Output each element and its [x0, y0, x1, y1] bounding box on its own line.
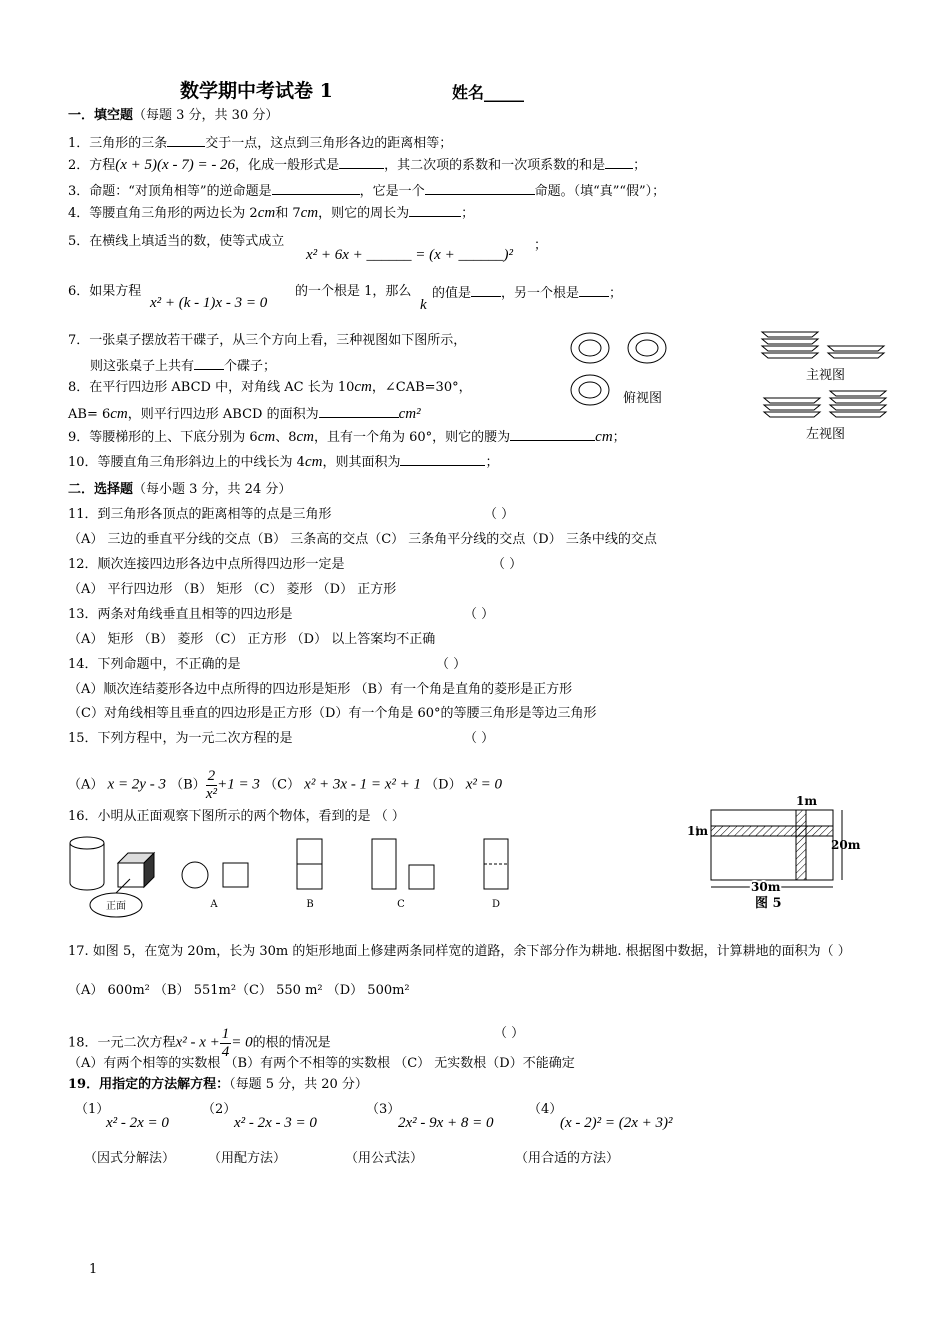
q18-options: （A）有两个相等的实数根 （B）有两个不相等的实数根 （C） 无实数根（D）不能确定 [68, 1056, 575, 1071]
plate-stack-front-left [762, 332, 818, 358]
q8-line-2 [68, 405, 421, 423]
q15-option-c-label: （C） [264, 777, 301, 793]
width-label: 30m [751, 880, 781, 894]
q6-rest [295, 284, 411, 300]
q6-equation: x² + (k - 1)x - 3 = 0 [150, 295, 268, 311]
option-d-label: D [491, 899, 501, 910]
q8-unit-2: cm [110, 406, 128, 422]
q14-options-1: （A）顺次连结菱形各边中点所得的四边形是矩形 （B）有一个角是直角的菱形是正方形 [68, 682, 573, 697]
q6-text-e: ； [609, 286, 623, 301]
q13-answer-paren[interactable]: （ ） [464, 607, 495, 622]
q15-option-b-rest: +1 = 3 [217, 776, 260, 793]
q2-text-d: ； [633, 158, 647, 173]
q10-text-c: ； [485, 455, 499, 470]
q19-item-1-equation: x² - 2x = 0 [106, 1115, 169, 1131]
q4-text-a: 4．等腰直角三角形的两边长为 2 [68, 206, 258, 221]
q11-stem: 11．到三角形各顶点的距离相等的点是三角形 [68, 507, 332, 522]
q12-options: （A） 平行四边形 （B） 矩形 （C） 菱形 （D） 正方形 [68, 582, 397, 597]
figure-5-caption: 图 5 [755, 896, 782, 911]
q8-line-1 [68, 378, 472, 396]
q10-unit: cm [304, 454, 323, 470]
plate-circle [571, 375, 609, 405]
q4-text-d: ； [461, 206, 475, 221]
q1-text-b: 交于一点，这点到三角形各边的距离相等； [205, 136, 453, 151]
option-b-figure [297, 839, 322, 889]
q18-numerator: 1 [221, 1026, 230, 1042]
section-1-heading: 一．填空题 [68, 108, 134, 123]
q2-text-a: 2．方程 [68, 158, 116, 173]
top-view-label: 俯视图 [623, 391, 663, 406]
q8-text-c: AB= 6 [68, 407, 111, 422]
q19-item-1-label: （1） [75, 1102, 110, 1117]
q14-answer-paren[interactable]: （ ） [436, 657, 467, 672]
section-1-note: （每题 3 分，共 30 分） [133, 108, 279, 123]
section-3-heading: 19．用指定的方法解方程： [68, 1077, 230, 1092]
q18-eq-part-2: = 0 [231, 1034, 253, 1051]
q18-answer-paren[interactable]: （ ） [494, 1026, 525, 1041]
road-width-left-label: 1m [687, 824, 709, 838]
option-b-label: B [306, 899, 314, 910]
front-label: 正面 [106, 901, 126, 912]
q16-answer-paren[interactable]: （ ） [374, 809, 405, 824]
q18-denominator: 4 [221, 1043, 230, 1060]
q14-options-2: （C）对角线相等且垂直的四边形是正方形（D）有一个角是 60°的等腰三角形是等边三角形 [68, 706, 597, 721]
q15-b-numerator: 2 [207, 768, 216, 784]
q8-area-unit: cm² [398, 406, 421, 422]
q6-k: k [420, 297, 427, 313]
q2-blank-1[interactable] [339, 156, 384, 169]
question-6-text [68, 284, 141, 300]
q8-text-b: ，∠CAB=30°， [371, 380, 472, 395]
q1-text-a: 1．三角形的三条 [68, 136, 168, 151]
q15-option-b-label: （B） [170, 777, 206, 793]
q8-text-a: 8．在平行四边形 ABCD 中，对角线 AC 长为 10 [68, 380, 355, 395]
q15-option-a-eq: x = 2y - 3 [107, 776, 166, 793]
plate-circle [571, 333, 609, 363]
q15-option-c-eq: x² + 3x - 1 = x² + 1 [304, 776, 421, 793]
q2-text-b: ，化成一般形式是 [235, 158, 340, 173]
q15-option-a-label: （A） [68, 777, 104, 793]
q6-blank-2[interactable] [579, 284, 609, 297]
q9-blank[interactable] [510, 428, 595, 441]
q7-text-b: 则这张桌子上共有 [90, 359, 195, 374]
q17-stem: 17. 如图 5，在宽为 20m，长为 30m 的矩形地面上修建两条同样宽的道路，余下部分作为耕地. 根据图中数据，计算耕地的面积为（ ） [68, 944, 851, 959]
q6-text-b: 的一个根是 1，那么 [295, 284, 412, 299]
page-title: 数学期中考试卷 1 [180, 80, 333, 102]
q8-unit: cm [354, 379, 372, 395]
q11-options: （A） 三边的垂直平分线的交点（B） 三条高的交点（C） 三条角平分线的交点（D） 三条中线的交点 [68, 532, 657, 547]
question-18 [68, 1026, 331, 1060]
q19-item-3-label: （3） [366, 1102, 401, 1117]
q19-item-2-equation: x² - 2x - 3 = 0 [234, 1115, 317, 1131]
q18-eq-part-1: x² - x + [175, 1034, 220, 1051]
page-number: 1 [89, 1262, 98, 1277]
q4-unit-1: cm [257, 205, 276, 221]
q13-stem: 13．两条对角线垂直且相等的四边形是 [68, 607, 293, 622]
section-3-note: （每题 5 分，共 20 分） [229, 1077, 368, 1092]
plate-stack-left-left [764, 398, 820, 417]
q18-fraction [220, 1026, 232, 1060]
q16-text: 16．小明从正面观察下图所示的两个物体，看到的是 [68, 809, 371, 824]
option-d-figure [484, 839, 508, 889]
q6-blank-1[interactable] [471, 284, 501, 297]
q19-item-4-label: （4） [528, 1102, 563, 1117]
q19-item-2-label: （2） [202, 1102, 237, 1117]
figure-5-field [685, 793, 870, 918]
name-field-label: 姓名_____ [452, 83, 525, 102]
q9-text-d: ； [612, 430, 626, 445]
question-4 [68, 204, 474, 222]
vertical-road [796, 810, 806, 880]
q7-line-1: 7．一张桌子摆放若干碟子，从三个方向上看，三种视图如下图所示， [68, 333, 467, 348]
q2-blank-2[interactable] [605, 156, 633, 169]
q9-unit-2: cm [296, 429, 314, 445]
q4-blank[interactable] [409, 204, 461, 217]
q1-blank[interactable] [167, 134, 205, 147]
q10-blank[interactable] [400, 453, 485, 466]
q3-blank-1[interactable] [272, 182, 360, 195]
q6-text-d: ，另一个根是 [501, 286, 580, 301]
q16-figures [66, 835, 536, 920]
q19-item-2-method: （用配方法） [208, 1151, 287, 1166]
height-label: 20m [831, 838, 861, 852]
q17-options: （A） 600m² （B） 551m²（C） 550 m² （D） 500m² [68, 983, 410, 998]
plate-stack-front-right [828, 346, 884, 358]
q15-answer-paren[interactable]: （ ） [464, 731, 495, 746]
q3-blank-2[interactable] [425, 182, 535, 195]
q5-equation: x² + 6x + ______ = (x + ______)² [306, 247, 513, 263]
option-c-figure [372, 839, 434, 889]
section-2-header [68, 482, 291, 498]
q8-text-d: ，则平行四边形 ABCD 的面积为 [127, 407, 319, 422]
q9-text-a: 9．等腰梯形的上、下底分别为 6 [68, 430, 258, 445]
section-3-header [68, 1077, 368, 1093]
cylinder-object [70, 837, 104, 890]
q13-options: （A） 矩形 （B） 菱形 （C） 正方形 （D） 以上答案均不正确 [68, 632, 436, 647]
q18-text-b: 的根的情况是 [252, 1035, 331, 1051]
q12-stem: 12．顺次连接四边形各边中点所得四边形一定是 [68, 557, 345, 572]
q19-item-3-method: （用公式法） [345, 1151, 424, 1166]
q3-text-b: ，它是一个 [359, 184, 425, 199]
question-2 [68, 156, 646, 174]
q19-item-4-method: （用合适的方法） [515, 1151, 620, 1166]
q7-text-c: 个碟子； [224, 359, 277, 374]
q15-stem: 15．下列方程中，为一元二次方程的是 [68, 731, 293, 746]
field-rectangle [711, 810, 833, 880]
q9-text-c: ，且有一个角为 60°，则它的腰为 [313, 430, 511, 445]
option-a-figure [182, 862, 248, 888]
question-9 [68, 428, 626, 446]
q19-item-3-equation: 2x² - 9x + 8 = 0 [398, 1115, 494, 1131]
q15-option-d-label: （D） [425, 777, 462, 793]
q9-unit-1: cm [257, 429, 276, 445]
q7-line-2 [90, 357, 276, 375]
q18-text-a: 18．一元二次方程 [68, 1035, 176, 1051]
q15-option-b-fraction [206, 768, 218, 802]
cube-object [118, 853, 154, 887]
q2-text-c: ，其二次项的系数和一次项系数的和是 [384, 158, 606, 173]
section-2-heading: 二．选择题 [68, 482, 134, 497]
q7-blank[interactable] [194, 357, 224, 370]
q19-item-4-equation: (x - 2)² = (2x + 3)² [560, 1115, 673, 1131]
q5-end: ； [534, 238, 548, 253]
plate-stack-left-right [830, 391, 886, 417]
horizontal-road [711, 826, 833, 836]
left-view-label: 左视图 [806, 427, 846, 442]
q3-text-a: 3．命题：“对顶角相等”的逆命题是 [68, 184, 272, 199]
q6-rest-2 [432, 284, 622, 302]
section-2-note: （每小题 3 分，共 24 分） [133, 482, 292, 497]
q15-b-denominator: x² [205, 785, 217, 802]
q15-option-d-eq: x² = 0 [465, 776, 502, 793]
q8-blank[interactable] [319, 405, 399, 418]
question-1 [68, 134, 452, 152]
q6-text-c: 的值是 [432, 286, 472, 301]
question-5-text [68, 234, 284, 250]
q4-unit-2: cm [300, 205, 319, 221]
q9-unit-3: cm [595, 429, 613, 445]
q9-text-b: 、8 [275, 430, 297, 445]
q16-stem [68, 809, 405, 825]
q12-answer-paren[interactable]: （ ） [492, 557, 523, 572]
question-10 [68, 453, 498, 471]
q5-text-a: 5．在横线上填适当的数，使等式成立 [68, 234, 285, 249]
q10-text-b: ，则其面积为 [322, 455, 401, 470]
q15-options [68, 768, 502, 802]
option-c-label: C [397, 899, 405, 910]
front-view-label: 主视图 [806, 368, 846, 383]
q3-text-c: 命题。（填“真”“假”）； [534, 184, 666, 199]
road-width-top-label: 1m [796, 794, 818, 808]
q14-stem: 14．下列命题中，不正确的是 [68, 657, 241, 672]
q2-equation: (x + 5)(x - 7) = - 26 [115, 157, 236, 173]
section-1-header [68, 108, 278, 124]
q10-text-a: 10．等腰直角三角形斜边上的中线长为 4 [68, 455, 305, 470]
q4-text-b: 和 7 [275, 206, 301, 221]
q4-text-c: ，则它的周长为 [318, 206, 410, 221]
q6-text-a: 6．如果方程 [68, 284, 142, 299]
plate-circle [628, 333, 666, 363]
q19-item-1-method: （因式分解法） [84, 1151, 176, 1166]
option-a-label: A [210, 899, 218, 910]
q11-answer-paren[interactable]: （ ） [484, 507, 515, 522]
question-3 [68, 182, 665, 200]
